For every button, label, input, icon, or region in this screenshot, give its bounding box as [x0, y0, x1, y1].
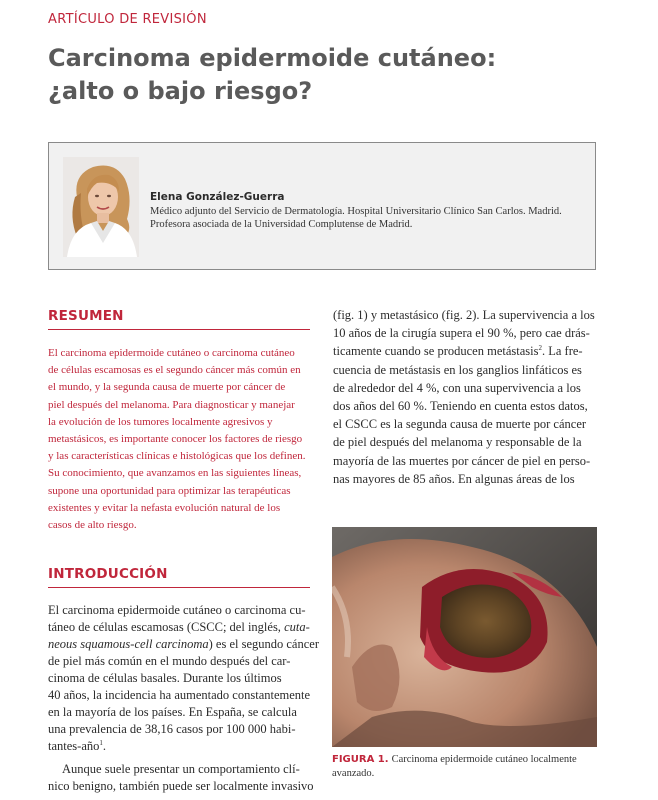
- abstract-line: la evolución de los tumores localmente agresivos y: [48, 415, 273, 428]
- body-line: tantes-año$^1$.: [48, 738, 106, 753]
- figure-1-caption: [332, 753, 602, 781]
- author-photo: [63, 157, 139, 257]
- author-info: [150, 191, 590, 231]
- resumen-text: [48, 345, 312, 534]
- body-line: dos años del 60 %. Teniendo en cuenta estos datos,: [333, 399, 588, 414]
- abstract-line: y las características clínicas e histológicas que los definen.: [48, 450, 306, 463]
- author-box: [48, 142, 596, 270]
- abstract-line: supone una oportunidad para optimizar las terapéuticas: [48, 484, 291, 497]
- body-line: Aunque suele presentar un comportamiento clí-: [62, 762, 300, 776]
- section-kicker: ARTÍCULO DE REVISIÓN: [48, 12, 207, 27]
- caption-text: Carcinoma epidermoide cutáneo localmente: [391, 754, 577, 765]
- citation-ref[interactable]: 1: [99, 738, 103, 747]
- body-line: de piel después del melanoma y responsable de la: [333, 435, 582, 450]
- body-line: una prevalencia de 38,16 casos por 100 000 habi-: [48, 722, 296, 736]
- figure-1-image: [332, 527, 597, 747]
- figure-label: FIGURA 1.: [332, 754, 389, 765]
- introduccion-heading: INTRODUCCIÓN: [48, 566, 168, 582]
- introduccion-text: [48, 602, 319, 795]
- right-column-text: [333, 306, 601, 488]
- abstract-line: Su conocimiento, que avanzamos en las siguientes líneas,: [48, 467, 302, 480]
- resumen-heading: RESUMEN: [48, 308, 124, 324]
- citation-ref[interactable]: 2: [538, 344, 542, 353]
- body-line: nas mayores de 85 años. En algunas áreas de los: [333, 471, 575, 486]
- title-line-2: ¿alto o bajo riesgo?: [48, 77, 313, 105]
- introduccion-divider: [48, 587, 310, 588]
- title-line-1: Carcinoma epidermoide cutáneo:: [48, 44, 497, 72]
- abstract-line: existentes y evitar la nefasta evolución natural de los: [48, 501, 281, 514]
- abstract-line: casos de alto riesgo.: [48, 519, 137, 532]
- body-line: el CSCC es la segunda causa de muerte por cáncer: [333, 417, 587, 432]
- caption-text: avanzado.: [332, 768, 375, 779]
- abstract-line: el mundo, y la segunda causa de muerte por cáncer de: [48, 381, 286, 394]
- author-affiliation: Médico adjunto del Servicio de Dermatología. Hospital Universitario Clínico San Carlos. Madrid.: [150, 206, 562, 217]
- body-line: en la mayoría de los países. En España, se calcula: [48, 705, 297, 719]
- body-line: nico benigno, también puede ser localmente invasivo: [48, 779, 314, 793]
- body-line: cuencia de metástasis en los ganglios linfáticos es: [333, 362, 582, 377]
- body-line: 40 años, la incidencia ha aumentado constantemente: [48, 688, 311, 702]
- author-name: Elena González-Guerra: [150, 191, 285, 203]
- body-line: táneo de células escamosas (CSCC; del inglés, cuta-: [48, 620, 310, 634]
- abstract-line: piel después del melanoma. Para diagnosticar y manejar: [48, 398, 295, 411]
- abstract-line: El carcinoma epidermoide cutáneo o carcinoma cutáneo: [48, 347, 295, 359]
- body-line: ticamente cuando se producen metástasis$^2$. La fre-: [333, 344, 583, 359]
- body-line: neous squamous-cell carcinoma) es el segundo cáncer: [48, 637, 319, 651]
- body-line: mayoría de las muertes por cáncer de piel en perso-: [333, 453, 591, 468]
- abstract-line: metastásicos, es importante conocer los factores de riesgo: [48, 433, 303, 446]
- resumen-divider: [48, 329, 310, 330]
- body-line: 10 años de la cirugía supera el 90 %, pero cae drás-: [333, 326, 590, 341]
- body-line: El carcinoma epidermoide cutáneo o carcinoma cu-: [48, 603, 306, 617]
- article-title: [48, 42, 628, 108]
- abstract-line: de células escamosas es el segundo cáncer más común en: [48, 364, 301, 377]
- author-affiliation: Profesora asociada de la Universidad Complutense de Madrid.: [150, 219, 413, 230]
- body-line: de alrededor del 4 %, con una supervivencia a los: [333, 380, 581, 395]
- body-line: cinoma de células basales. Durante los últimos: [48, 671, 282, 685]
- body-line: (fig. 1) y metastásico (fig. 2). La supervivencia a los: [333, 308, 595, 322]
- body-line: de piel más común en el mundo después del car-: [48, 654, 291, 668]
